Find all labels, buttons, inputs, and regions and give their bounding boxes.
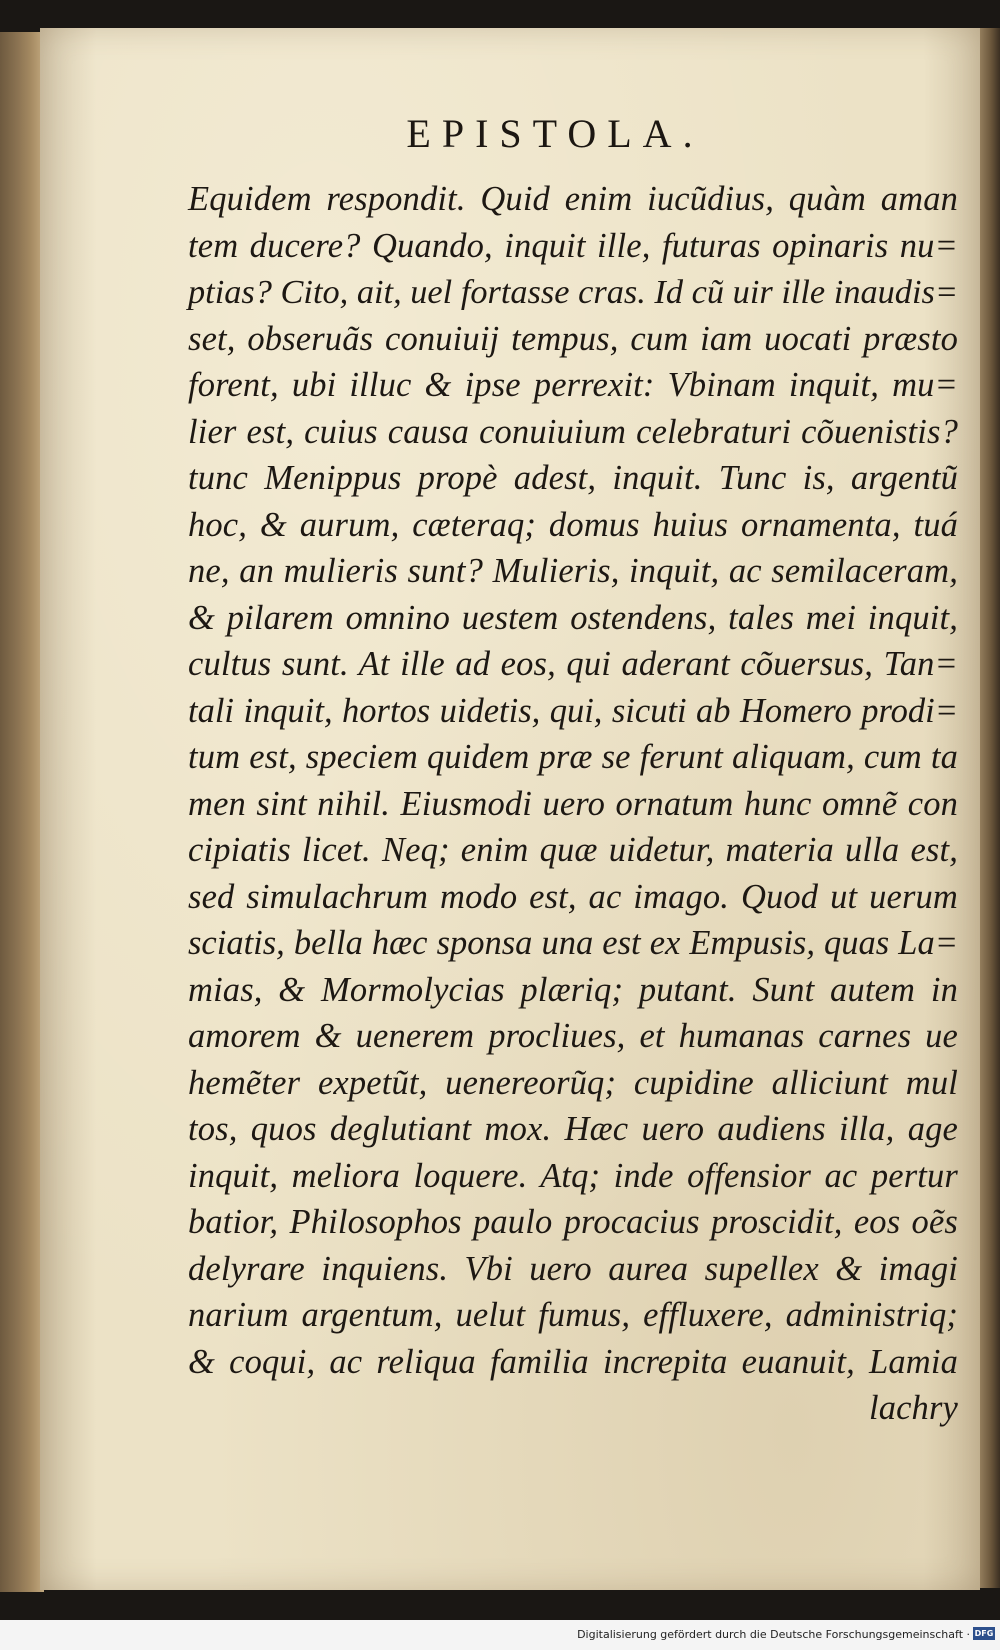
text-line: hemẽter expetũt, uenereorũq; cupidine alliciunt mul: [188, 1063, 958, 1102]
text-line: delyrare inquiens. Vbi uero aurea supellex & imagi: [188, 1249, 958, 1288]
text-block: [188, 176, 958, 1432]
text-line: Equidem respondit. Quid enim iucũdius, quàm aman: [188, 180, 958, 218]
text-line: sciatis, bella hæc sponsa una est ex Empusis, quas La=: [188, 924, 958, 962]
text-line: & pilarem omnino uestem ostendens, tales mei inquit,: [188, 598, 958, 637]
text-line: lier est, cuius causa conuiuium celebraturi cõuenistis?: [188, 412, 958, 451]
text-line: hoc, & aurum, cæteraq; domus huius ornamenta, tuá: [188, 505, 958, 544]
text-line: ptias? Cito, ait, uel fortasse cras. Id cũ uir ille inaudis=: [188, 273, 958, 311]
running-head: EPISTOLA.: [406, 111, 704, 156]
text-line: tali inquit, hortos uidetis, qui, sicuti ab Homero prodi=: [188, 691, 958, 730]
text-line: tunc Menippus propè adest, inquit. Tunc is, argentũ: [188, 459, 958, 497]
text-line: mias, & Mormolycias plæriq; putant. Sunt autem in: [188, 970, 958, 1009]
text-line: batior, Philosophos paulo procacius proscidit, eos oẽs: [188, 1203, 958, 1241]
book-spine-edge: [0, 32, 44, 1592]
catchword: lachry: [868, 1389, 958, 1427]
text-line: forent, ubi illuc & ipse perrexit: Vbinam inquit, mu=: [188, 366, 958, 404]
text-line: inquit, meliora loquere. Atq; inde offensior ac pertur: [188, 1156, 958, 1195]
text-line: amorem & uenerem procliues, et humanas carnes ue: [188, 1017, 958, 1055]
dfg-logo: DFG: [974, 1629, 994, 1638]
text-line: ne, an mulieris sunt? Mulieris, inquit, ac semilaceram,: [188, 552, 958, 590]
page-fore-edge: [978, 28, 1000, 1588]
book-page: [40, 28, 980, 1590]
text-line: set, obseruãs conuiuij tempus, cum iam uocati præsto: [188, 319, 958, 358]
text-line: cipiatis licet. Neq; enim quæ uidetur, materia ulla est,: [188, 831, 958, 869]
text-line: sed simulachrum modo est, ac imago. Quod ut uerum: [188, 877, 958, 916]
text-line: men sint nihil. Eiusmodi uero ornatum hunc omnẽ con: [188, 784, 958, 823]
text-line: tem ducere? Quando, inquit ille, futuras opinaris nu=: [188, 226, 958, 265]
text-line: narium argentum, uelut fumus, effluxere, administriq;: [188, 1296, 958, 1334]
text-line: cultus sunt. At ille ad eos, qui aderant cõuersus, Tan=: [188, 645, 958, 683]
funding-note: Digitalisierung gefördert durch die Deutsche Forschungsgemeinschaft ·: [577, 1628, 970, 1641]
text-line: & coqui, ac reliqua familia increpita euanuit, Lamia: [188, 1342, 958, 1381]
text-line: tum est, speciem quidem præ se ferunt aliquam, cum ta: [188, 738, 958, 776]
text-line: tos, quos deglutiant mox. Hæc uero audiens illa, age: [188, 1110, 958, 1148]
